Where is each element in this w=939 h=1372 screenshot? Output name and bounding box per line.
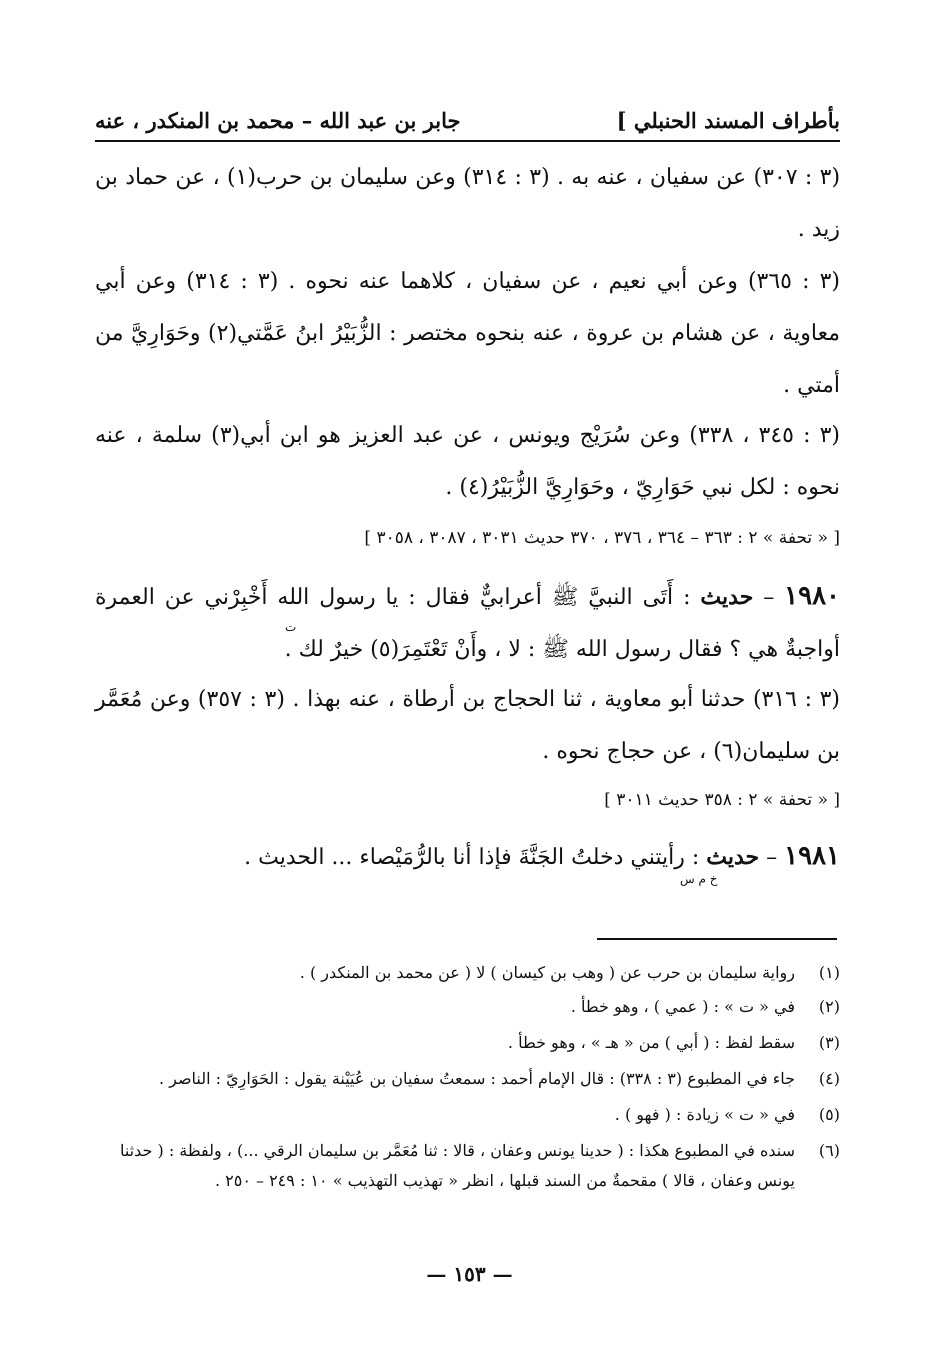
footnote-text: سقط لفظ : ( أبي ) من « هـ » ، وهو خطأ . [507,1033,795,1052]
source-signature-1981: خ م س [680,872,718,886]
hadith-text: : أَتَى النبيَّ ﷺ أعرابيٌّ فقال : يا رسول الله أَخْبِرْني عن العمرة أواجبةٌ هي ؟ فقال رسول الله ﷺ : لا ، وأَنْ تَعْتَمِرَ(٥) خيرٌ لك . [95,585,840,662]
footnote-number: (٤) [818,1069,840,1088]
page-number: — ١٥٣ — [426,1262,513,1286]
footnote-number: (٥) [818,1105,840,1124]
footnote-text: رواية سليمان بن حرب عن ( وهب بن كيسان ) لا ( عن محمد بن المنكدر ) . [299,963,795,982]
footnote-3 [95,1028,840,1058]
footnote-6 [95,1136,840,1196]
hadith-dash: – [759,845,785,870]
tuhfa-reference-2: [ « تحفة » ٢ : ٣٥٨ حديث ٣٠١١ ] [604,790,840,810]
footnote-text: في « ت » زيادة : ( فهو ) . [614,1105,795,1124]
footnote-number: (١) [818,963,840,982]
hadith-word: حديث [706,844,760,870]
hadith-1980 [95,570,840,676]
header-rule [95,140,840,142]
footnote-text: جاء في المطبوع (٣ : ٣٣٨) : قال الإمام أحمد : سمعتُ سفيان بن عُيَيْنة يقول : الحَوَارِيّ : الناصر . [158,1069,795,1088]
hadith-dash: – [753,585,785,610]
footnote-text: سنده في المطبوع هكذا : ( حدينا يونس وعفان ، قالا : ثنا مُعَمَّر بن سليمان الرقي ...) ، ولفظة : ( حدثنا يونس وعفان ، قالا ) مقحمةٌ من السند قبلها ، انظر « تهذيب التهذيب » ١٠ : ٢٤٩ – ٢٥٠ . [119,1141,795,1190]
paragraph-4: (٣ : ٣١٦) حدثنا أبو معاوية ، ثنا الحجاج بن أرطاة ، عنه بهذا . (٣ : ٣٥٧) وعن مُعَمَّر بن سليمان(٦) ، عن حجاج نحوه . [95,687,840,764]
hadith-number: ١٩٨٠ [784,581,840,611]
footnote-5 [95,1100,840,1130]
header-section-title: بأطراف المسند الحنبلي ] [616,107,840,133]
hadith-text: : رأيتني دخلتُ الجَنَّةَ فإذا أنا بالرُّمَيْصاء ... الحديث . [244,845,707,870]
footnote-text: في « ت » : ( عمي ) ، وهو خطأ . [570,997,795,1016]
footnote-number: (٢) [818,997,840,1016]
footnote-4 [95,1064,840,1094]
header-chapter-title: جابر بن عبد الله – محمد بن المنكدر ، عنه [95,107,461,133]
footnote-number: (٣) [818,1033,840,1052]
hadith-word: حديث [700,584,754,610]
tuhfa-reference-1: [ « تحفة » ٢ : ٣٦٣ – ٣٦٤ ، ٣٧٦ ، ٣٧٠ حديث ٣٠٣١ ، ٣٠٨٧ ، ٣٠٥٨ ] [364,528,840,548]
footnote-rule [597,938,837,940]
running-header [95,100,840,140]
hadith-number: ١٩٨١ [784,841,840,871]
paragraph-3: (٣ : ٣٤٥ ، ٣٣٨) وعن سُرَيْج ويونس ، عن عبد العزيز هو ابن أبي(٣) سلمة ، عنه نحوه : لكل نبي حَوَارِيّ ، وحَوَارِيَّ الزُّبَيْرُ(٤) . [95,423,840,500]
footnote-2 [95,992,840,1022]
paragraph-1: (٣ : ٣٠٧) عن سفيان ، عنه به . (٣ : ٣١٤) وعن سليمان بن حرب(١) ، عن حماد بن زيد . [95,165,841,242]
footnote-1 [95,958,840,988]
source-signature-1980: ت [285,620,297,634]
footnote-number: (٦) [818,1141,840,1160]
paragraph-2: (٣ : ٣٦٥) وعن أبي نعيم ، عن سفيان ، كلاهما عنه نحوه . (٣ : ٣١٤) وعن أبي معاوية ، عن هشام بن عروة ، عنه بنحوه مختصر : الزُّبَيْرُ ابنُ عَمَّتي(٢) وحَوَارِيَّ من أمتي . [95,269,840,398]
hadith-1981 [95,830,840,884]
